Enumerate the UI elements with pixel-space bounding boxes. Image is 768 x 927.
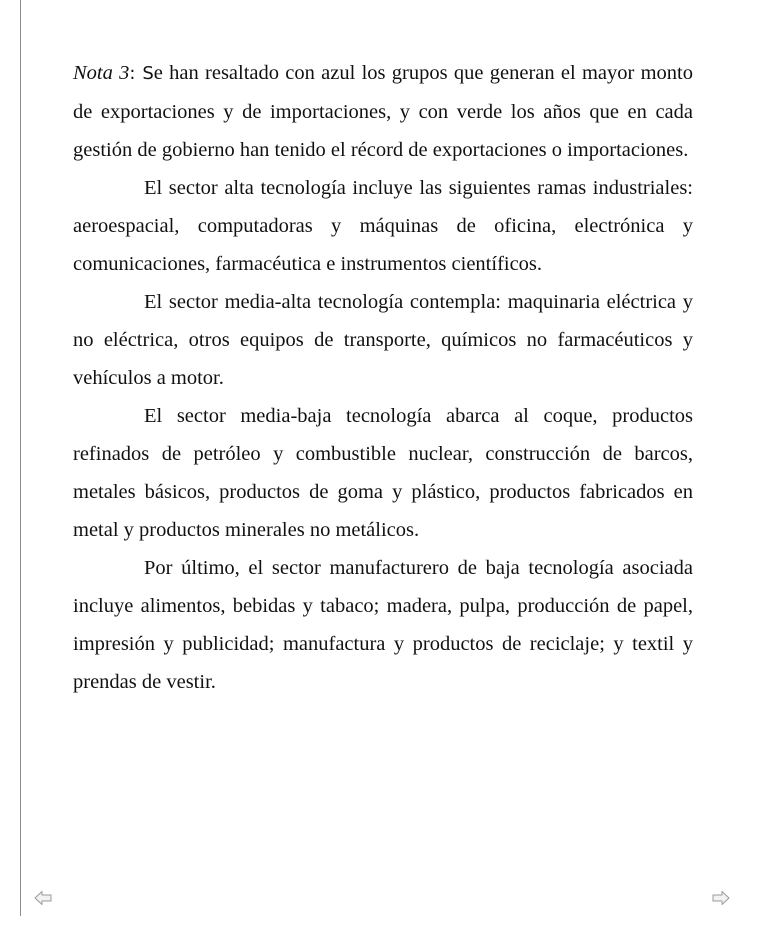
page-left-border (20, 0, 21, 916)
paragraph-medium-high-tech: El sector media-alta tecnología contempla: maquinaria eléctrica y no eléctrica, otros equipos de transporte, químicos no farmacéuticos y vehículos a motor. (73, 291, 693, 389)
previous-page-button[interactable] (34, 890, 52, 906)
arrow-left-icon (34, 890, 52, 906)
arrow-right-icon (712, 890, 730, 906)
paragraph-medium-low-tech: El sector media-baja tecnología abarca al coque, productos refinados de petróleo y combustible nuclear, construcción de barcos, metales básicos, productos de goma y plástico, productos fabricados en metal y productos minerales no metálicos. (73, 405, 693, 541)
note-text: e han resaltado con azul los grupos que generan el mayor monto de exportaciones y de importaciones, y con verde los años que en cada gestión de gobierno han tenido el récord de exportaciones o importaciones. (73, 62, 693, 161)
paragraph-low-tech: Por último, el sector manufacturero de baja tecnología asociada incluye alimentos, bebidas y tabaco; madera, pulpa, producción de papel, impresión y publicidad; manufactura y productos de reciclaje; y textil y prendas de vestir. (73, 557, 693, 693)
note-separator: : S (129, 63, 154, 84)
note-paragraph (73, 54, 693, 169)
paragraph-high-tech: El sector alta tecnología incluye las siguientes ramas industriales: aeroespacial, computadoras y máquinas de oficina, electrónica y comunicaciones, farmacéutica e instrumentos científicos. (73, 177, 693, 275)
note-label: Nota 3 (73, 62, 130, 84)
document-body (73, 54, 693, 701)
next-page-button[interactable] (712, 890, 730, 906)
